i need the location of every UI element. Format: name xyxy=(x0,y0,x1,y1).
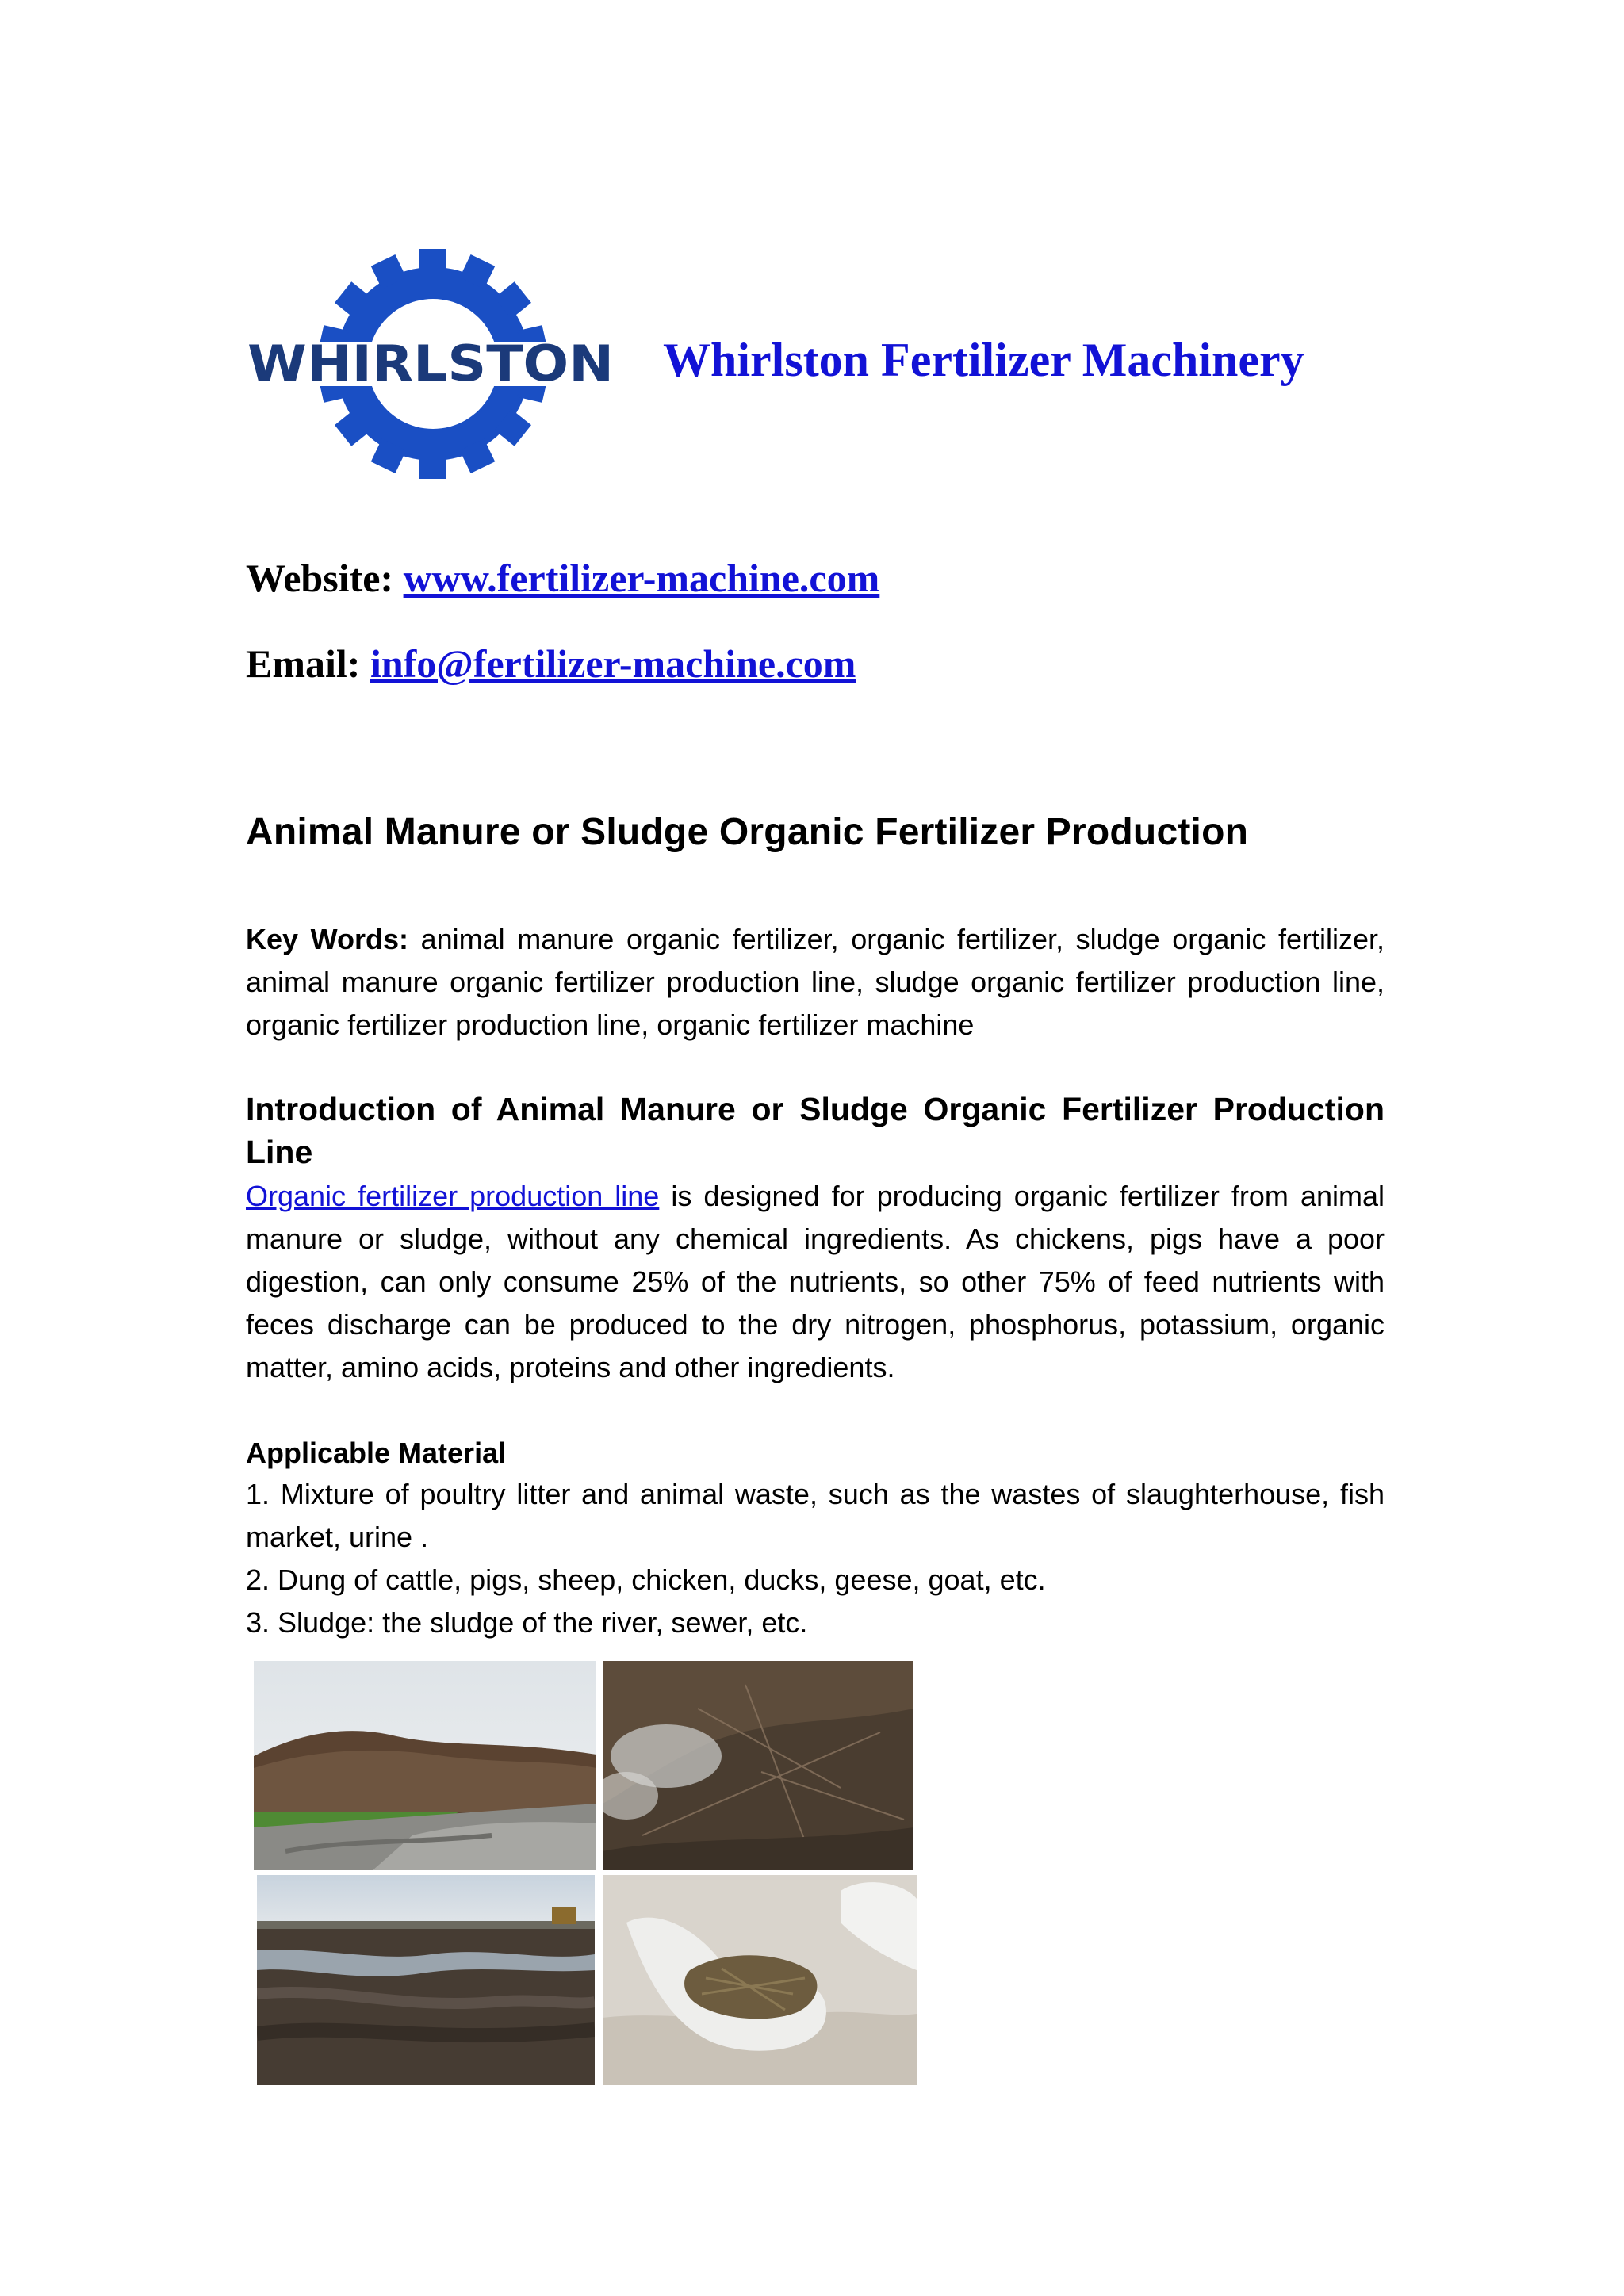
keywords-label: Key Words: xyxy=(246,923,408,955)
logo-wordmark: WHIRLSTON xyxy=(247,335,614,392)
intro-text: is designed for producing organic fertilizer from animal manure or sludge, without any chemical ingredients. As chickens, pigs have a poor digestion, can only consume 25% of the nutrients, so other 75% of feed nutrients with feces discharge can be produced to the dry nitrogen, phosphorus, potassium, organic matter, amino acids, proteins and other ingredients. xyxy=(246,1180,1385,1383)
intro-paragraph xyxy=(246,1175,1385,1389)
production-line-link[interactable]: Organic fertilizer production line xyxy=(246,1180,660,1212)
hands-holding-compost-photo xyxy=(603,1875,917,2085)
material-item-3: 3. Sludge: the sludge of the river, sewer, etc. xyxy=(246,1606,808,1639)
document-title: Animal Manure or Sludge Organic Fertilizer Production xyxy=(246,811,1249,853)
materials-heading: Applicable Material xyxy=(246,1437,507,1469)
website-link[interactable]: www.fertilizer-machine.com xyxy=(403,556,880,600)
manure-pile-photo xyxy=(254,1661,596,1870)
website-label: Website: xyxy=(246,556,394,600)
sludge-field-photo xyxy=(257,1875,595,2085)
company-logo xyxy=(244,249,617,479)
material-item-2: 2. Dung of cattle, pigs, sheep, chicken, ducks, geese, goat, etc. xyxy=(246,1563,1046,1596)
keywords-paragraph xyxy=(246,918,1385,1047)
soil-closeup-photo xyxy=(603,1661,914,1870)
keywords-text: animal manure organic fertilizer, organic fertilizer, sludge organic fertilizer, animal manure organic fertilizer production line, sludge organic fertilizer production line, organic fertilizer production line, organic fertilizer machine xyxy=(246,923,1385,1041)
intro-heading: Introduction of Animal Manure or Sludge Organic Fertilizer Production Line xyxy=(246,1091,1385,1170)
company-name: Whirlston Fertilizer Machinery xyxy=(663,334,1304,386)
email-label: Email: xyxy=(246,641,361,686)
email-link[interactable]: info@fertilizer-machine.com xyxy=(370,641,856,686)
website-line xyxy=(246,555,879,601)
email-line xyxy=(246,641,856,687)
material-item-1: 1. Mixture of poultry litter and animal waste, such as the wastes of slaughterhouse, fish market, urine . xyxy=(246,1478,1385,1553)
